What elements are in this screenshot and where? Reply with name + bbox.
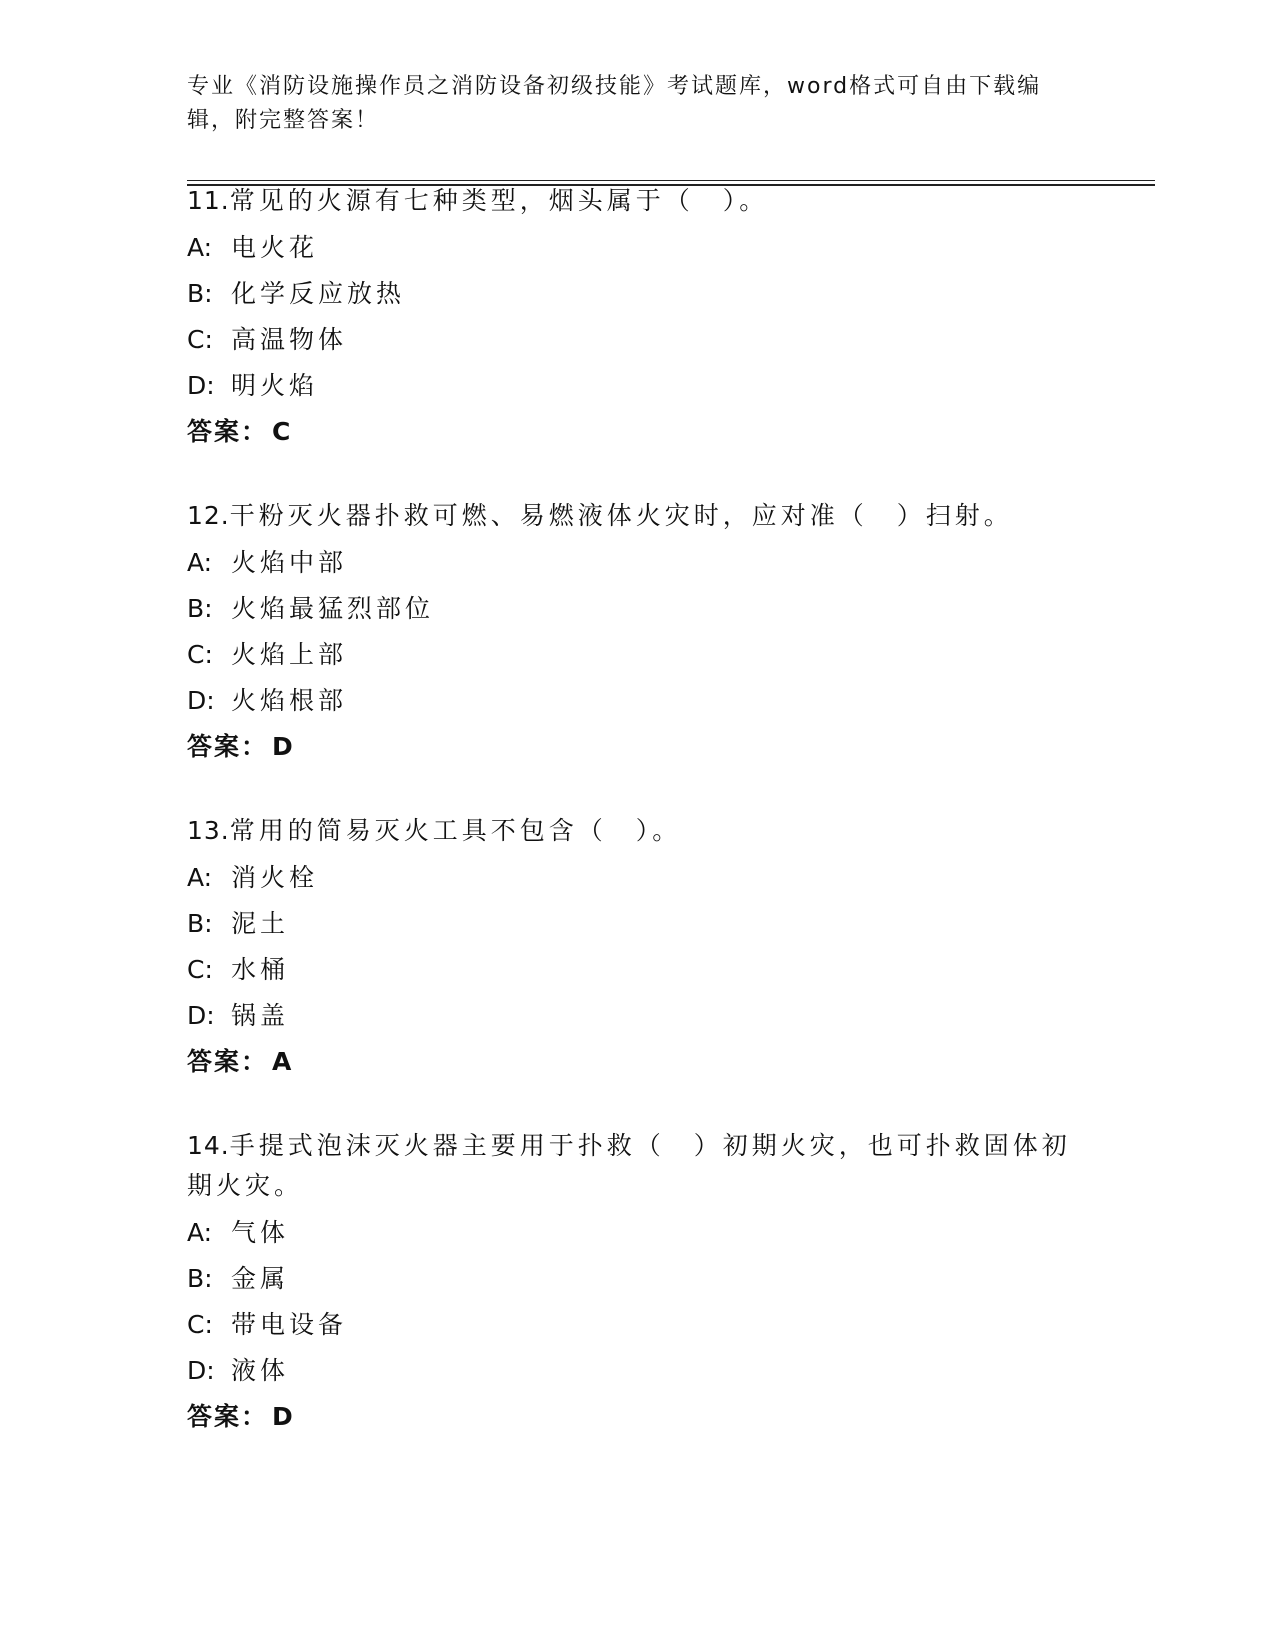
option-a: [187, 225, 1087, 271]
option-letter: D:: [187, 1001, 215, 1030]
option-text: 电火花: [231, 233, 319, 262]
option-b: [187, 901, 1087, 947]
question-number: 12.: [187, 501, 230, 530]
answer-value: A: [272, 1047, 294, 1076]
answer-value: D: [272, 1402, 295, 1431]
answer-label: 答案：: [187, 1047, 269, 1076]
option-letter: A:: [187, 1218, 213, 1247]
option-text: 火焰上部: [231, 640, 348, 669]
option-letter: D:: [187, 1356, 215, 1385]
option-text: 火焰中部: [231, 548, 348, 577]
option-b: [187, 271, 1087, 317]
document-header: [187, 70, 1067, 138]
question-11: [187, 181, 1087, 455]
option-letter: B:: [187, 1264, 213, 1293]
option-letter: B:: [187, 594, 213, 623]
option-d: [187, 363, 1087, 409]
option-a: [187, 540, 1087, 586]
option-letter: A:: [187, 233, 213, 262]
header-text: 专业《消防设施操作员之消防设备初级技能》考试题库，word格式可自由下载编辑，附完整答案！: [187, 74, 1042, 133]
option-c: [187, 317, 1087, 363]
option-c: [187, 632, 1087, 678]
option-text: 化学反应放热: [231, 279, 406, 308]
option-letter: B:: [187, 909, 213, 938]
option-a: [187, 855, 1087, 901]
option-d: [187, 1348, 1087, 1394]
option-text: 气体: [231, 1218, 290, 1247]
option-a: [187, 1210, 1087, 1256]
option-text: 高温物体: [231, 325, 348, 354]
option-letter: C:: [187, 325, 213, 354]
option-text: 水桶: [231, 955, 290, 984]
answer-line: [187, 724, 1087, 770]
answer-line: [187, 409, 1087, 455]
option-text: 液体: [231, 1356, 290, 1385]
option-text: 锅盖: [231, 1001, 290, 1030]
answer-line: [187, 1039, 1087, 1085]
option-text: 金属: [231, 1264, 290, 1293]
option-text: 消火栓: [231, 863, 319, 892]
option-b: [187, 586, 1087, 632]
option-c: [187, 1302, 1087, 1348]
option-text: 明火焰: [231, 371, 319, 400]
option-d: [187, 993, 1087, 1039]
question-13: [187, 811, 1087, 1085]
option-text: 火焰最猛烈部位: [231, 594, 435, 623]
question-stem: [187, 181, 1087, 221]
option-letter: D:: [187, 686, 215, 715]
question-text: 干粉灭火器扑救可燃、易燃液体火灾时，应对准（ ）扫射。: [229, 501, 1013, 530]
question-stem: [187, 1126, 1087, 1206]
option-c: [187, 947, 1087, 993]
question-12: [187, 496, 1087, 770]
option-d: [187, 678, 1087, 724]
option-letter: D:: [187, 371, 215, 400]
option-letter: C:: [187, 1310, 213, 1339]
option-letter: B:: [187, 279, 213, 308]
option-letter: C:: [187, 955, 213, 984]
question-text: 常见的火源有七种类型，烟头属于（ ）。: [229, 186, 769, 215]
option-letter: C:: [187, 640, 213, 669]
answer-label: 答案：: [187, 417, 269, 446]
question-text: 常用的简易灭火工具不包含（ ）。: [229, 816, 682, 845]
question-number: 14.: [187, 1131, 230, 1160]
option-letter: A:: [187, 863, 213, 892]
answer-line: [187, 1394, 1087, 1440]
option-text: 火焰根部: [231, 686, 348, 715]
question-14: [187, 1126, 1087, 1440]
question-text: 手提式泡沫灭火器主要用于扑救（ ）初期火灾，也可扑救固体初期火灾。: [187, 1131, 1071, 1200]
answer-label: 答案：: [187, 732, 269, 761]
option-text: 泥土: [231, 909, 290, 938]
option-text: 带电设备: [231, 1310, 348, 1339]
question-number: 11.: [187, 186, 230, 215]
answer-value: C: [272, 417, 293, 446]
question-stem: [187, 811, 1087, 851]
question-stem: [187, 496, 1087, 536]
option-b: [187, 1256, 1087, 1302]
answer-label: 答案：: [187, 1402, 269, 1431]
answer-value: D: [272, 732, 295, 761]
question-number: 13.: [187, 816, 230, 845]
option-letter: A:: [187, 548, 213, 577]
